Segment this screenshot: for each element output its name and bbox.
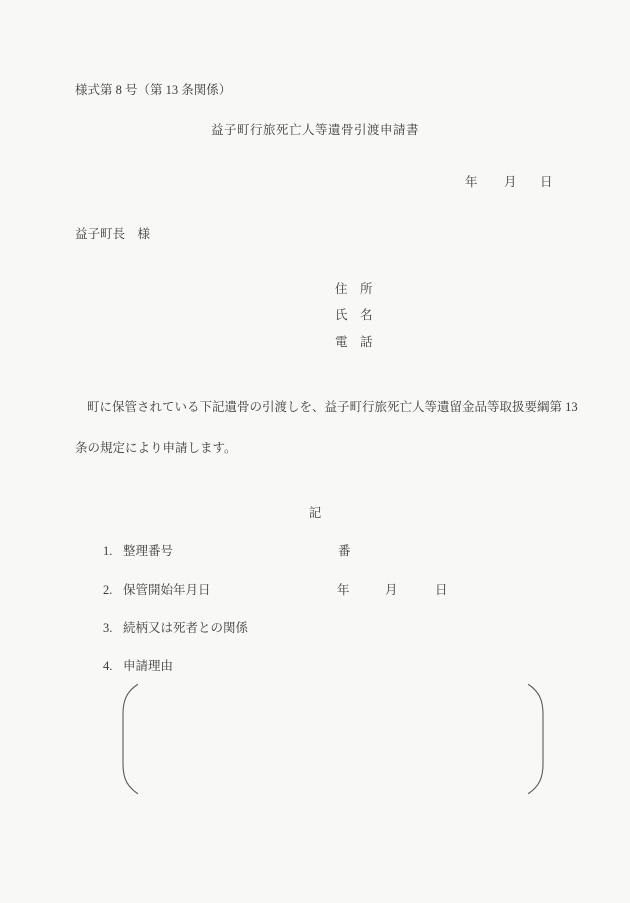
application-reason-blank-area [140, 683, 526, 795]
item-number: 2. [103, 583, 113, 597]
item-unit-ban-label: 番 [338, 544, 351, 558]
right-paren-icon [526, 683, 548, 795]
applicant-phone-label: 電 話 [335, 335, 373, 349]
item-label: 保管開始年月日 [123, 583, 211, 597]
list-item-application-reason [0, 658, 630, 674]
item-label: 整理番号 [123, 544, 174, 558]
list-item-relationship [0, 620, 630, 636]
item-label: 申請理由 [123, 659, 174, 673]
item-number: 1. [103, 544, 113, 558]
form-number-line: 様式第 8 号（第 13 条関係） [75, 83, 232, 97]
item-label: 続柄又は死者との関係 [123, 621, 249, 635]
applicant-address-label: 住 所 [335, 282, 373, 296]
list-item-storage-start-date [0, 582, 630, 598]
item-number: 4. [103, 659, 113, 673]
item-month-label: 月 [385, 583, 398, 597]
item-number: 3. [103, 621, 113, 635]
body-paragraph-line-2: 条の規定により申請します。 [75, 441, 237, 455]
addressee-line: 益子町長 様 [75, 227, 151, 241]
item-year-label: 年 [337, 583, 350, 597]
section-heading-ki: 記 [308, 506, 322, 520]
date-line [0, 174, 630, 190]
item-day-label: 日 [435, 583, 448, 597]
date-day-label: 日 [540, 175, 553, 189]
body-paragraph-line-1: 町に保管されている下記遺骨の引渡しを、益子町行旅死亡人等遺留金品等取扱要綱第 13 [87, 400, 578, 414]
applicant-name-label: 氏 名 [335, 308, 373, 322]
date-month-label: 月 [504, 175, 517, 189]
date-year-label: 年 [465, 175, 478, 189]
left-paren-icon [118, 683, 140, 795]
list-item-reference-number [0, 543, 630, 559]
document-title: 益子町行旅死亡人等遺骨引渡申請書 [210, 123, 419, 137]
